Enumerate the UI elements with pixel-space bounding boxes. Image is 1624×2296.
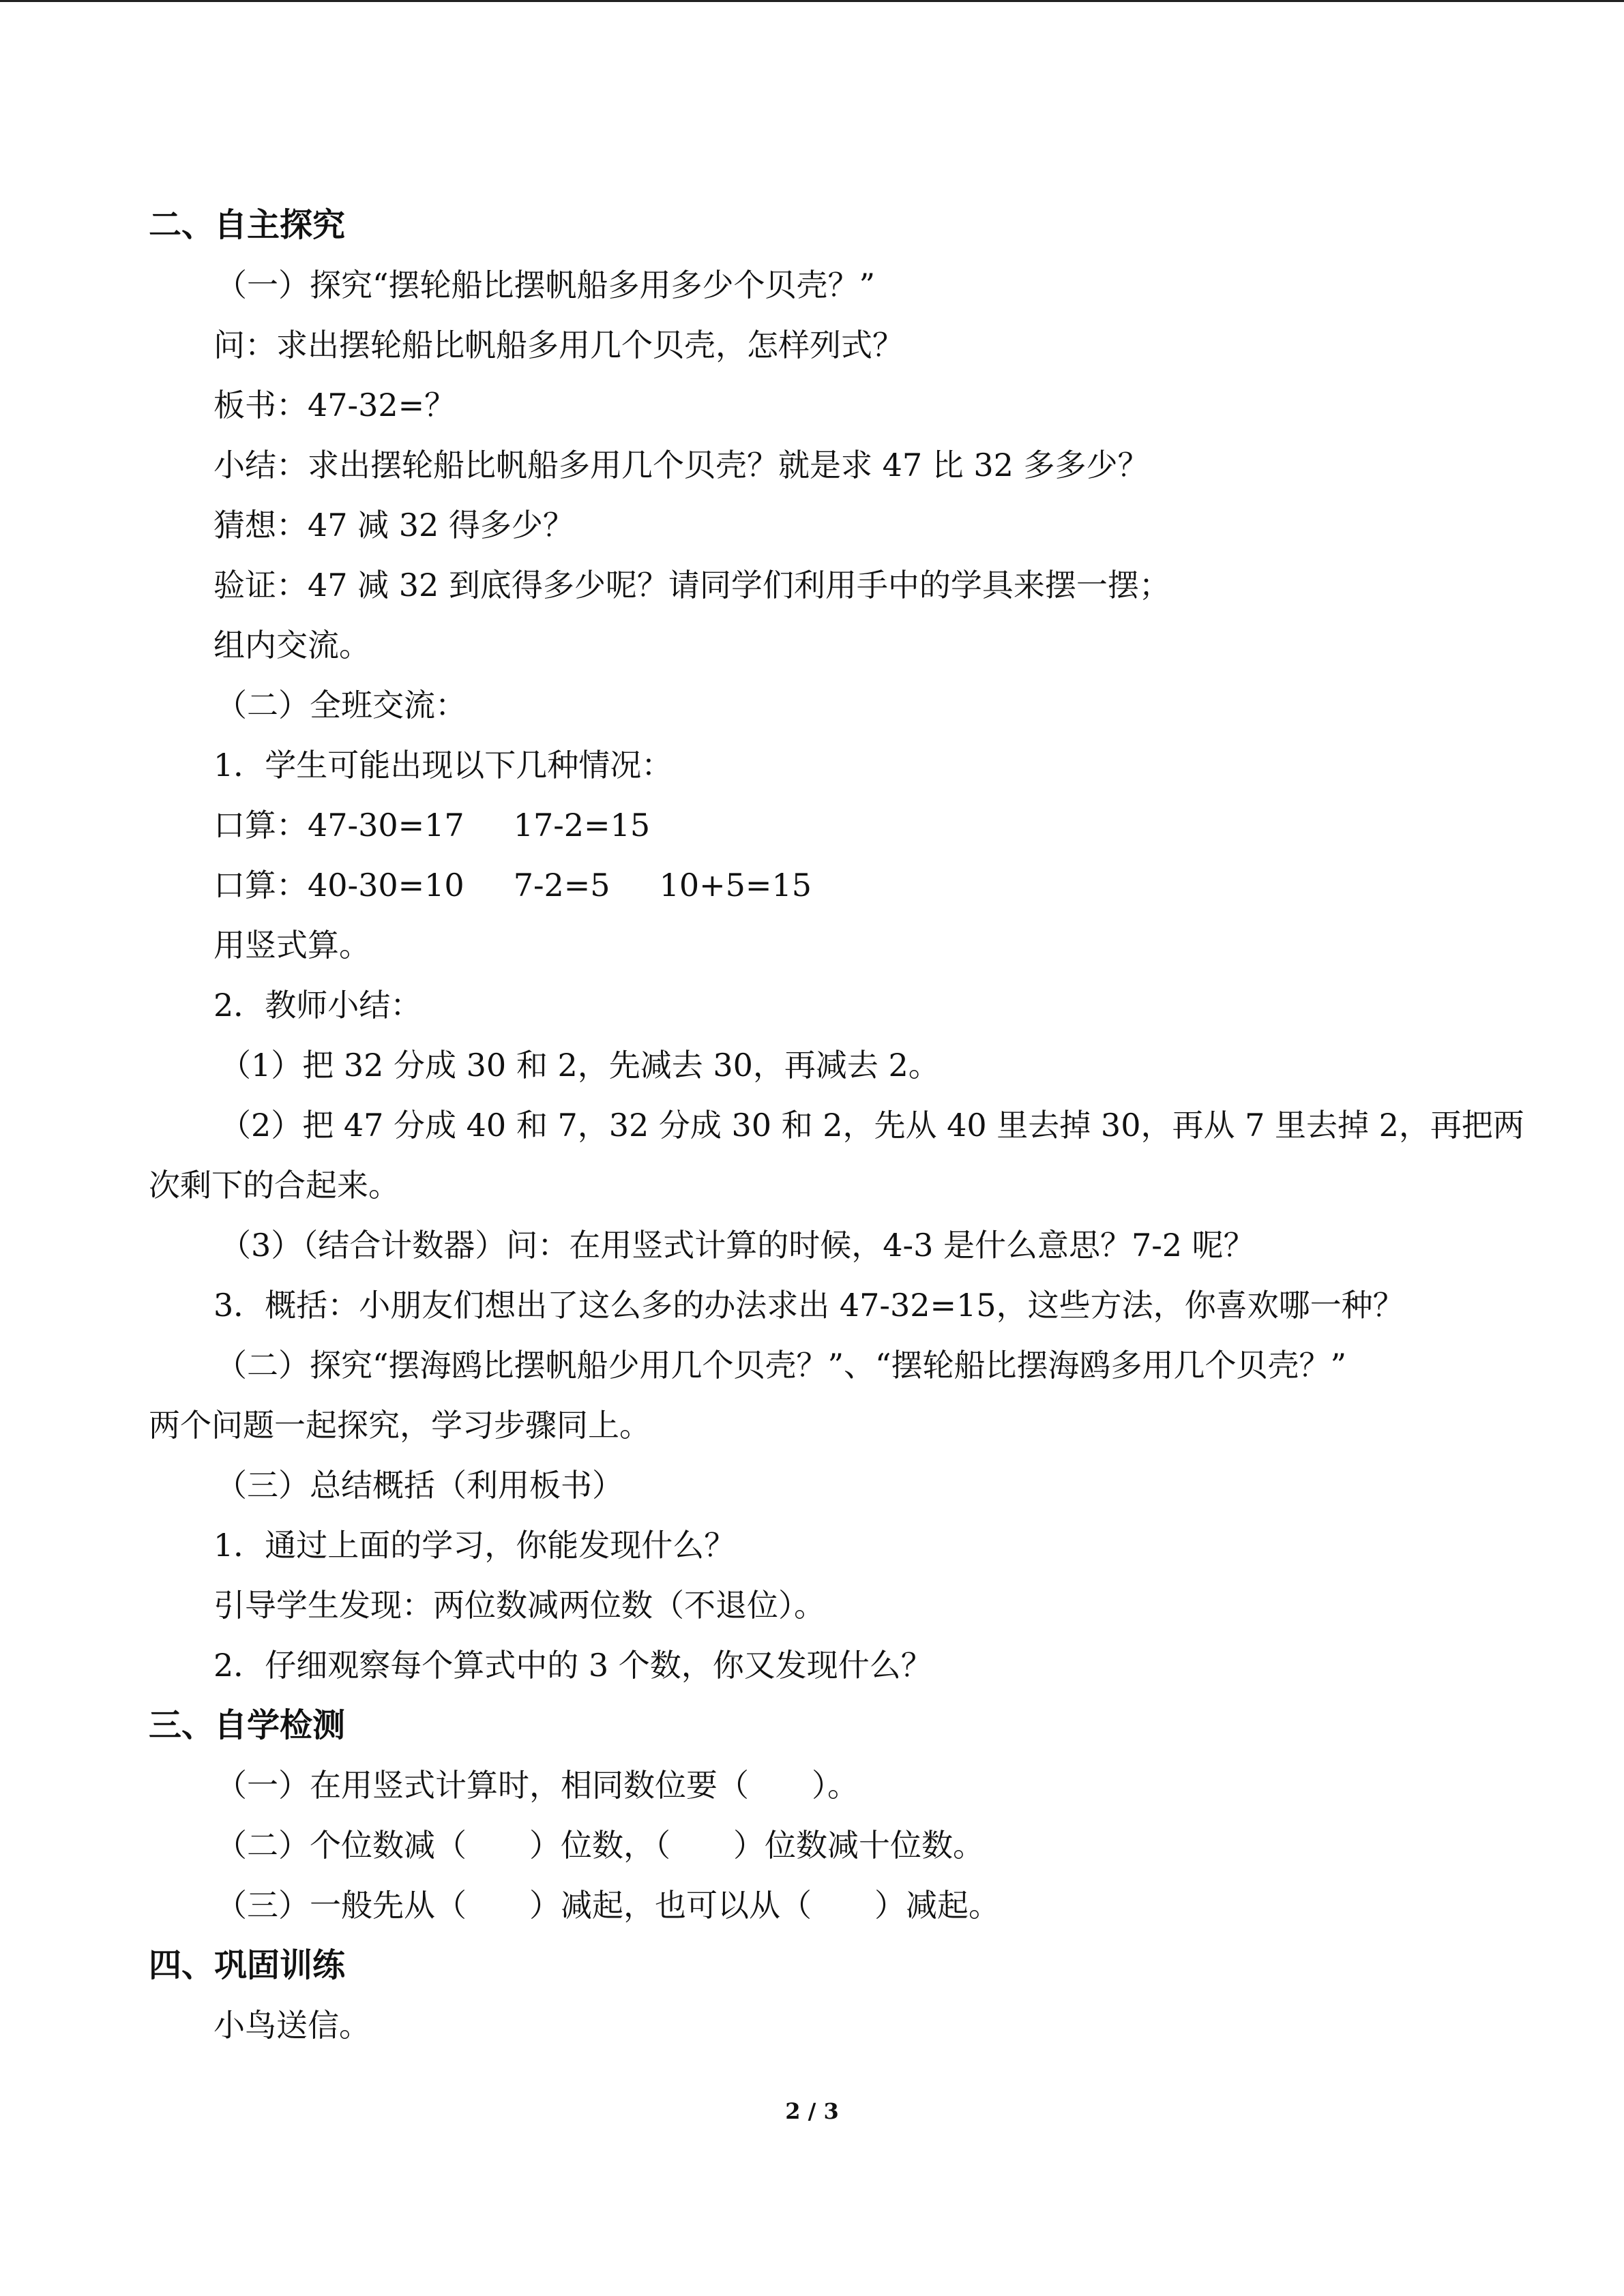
text-line: （一）探究“摆轮船比摆帆船多用多少个贝壳？” [216,267,876,303]
text-line: （二）个位数减（ ）位数，（ ）位数减十位数。 [216,1827,984,1864]
calc-line [213,805,650,846]
text-line: （2）把 47 分成 40 和 7，32 分成 30 和 2，先从 40 里去掉 30，再从 7 里去掉 2，再把两 [220,1107,1524,1144]
calc-item: 7-2=5 [513,867,610,904]
text-line: 2．教师小结： [213,987,422,1024]
calc-item: 17-2=15 [513,807,651,844]
calc-item: 10+5=15 [659,867,812,904]
text-line: （一）在用竖式计算时，相同数位要（ ）。 [216,1767,859,1804]
page-number: 2 / 3 [785,2098,839,2124]
text-line: 1．学生可能出现以下几种情况： [213,747,673,784]
text-line: 板书：47-32=？ [213,387,456,423]
section-heading-3: 三、自学检测 [149,1706,346,1744]
text-line: 用竖式算。 [213,927,370,964]
text-line: （二）探究“摆海鸥比摆帆船少用几个贝壳？”、“摆轮船比摆海鸥多用几个贝壳？” [216,1347,1347,1384]
calc-item: 口算：40-30=10 [213,867,464,904]
text-line: 验证：47 减 32 到底得多少呢？请同学们利用手中的学具来摆一摆； [213,567,1170,603]
text-line: 小结：求出摆轮船比帆船多用几个贝壳？就是求 47 比 32 多多少？ [213,447,1149,483]
calc-line [213,865,812,906]
text-line: 3．概括：小朋友们想出了这么多的办法求出 47-32=15，这些方法，你喜欢哪一种？ [213,1287,1404,1324]
text-line: 引导学生发现：两位数减两位数（不退位）。 [213,1587,825,1624]
text-line: （三）总结概括（利用板书） [216,1467,623,1504]
text-line: 猜想：47 减 32 得多少？ [213,507,574,543]
section-heading-2: 二、自主探究 [149,206,346,244]
calc-item: 口算：47-30=17 [213,807,464,844]
text-line: （3）（结合计数器）问：在用竖式计算的时候，4-3 是什么意思？7-2 呢？ [220,1227,1255,1264]
text-line: 问：求出摆轮船比帆船多用几个贝壳，怎样列式？ [213,327,904,363]
top-border [0,0,1624,2]
text-line: （三）一般先从（ ）减起，也可以从（ ）减起。 [216,1887,1000,1924]
section-heading-4: 四、巩固训练 [149,1946,346,1984]
text-line: 2．仔细观察每个算式中的 3 个数，你又发现什么？ [213,1647,932,1684]
text-line: 组内交流。 [213,627,370,664]
text-line: 次剩下的合起来。 [149,1167,400,1204]
text-line: 小鸟送信。 [213,2007,370,2044]
text-line: （二）全班交流： [216,687,467,724]
text-line: （1）把 32 分成 30 和 2，先减去 30，再减去 2。 [220,1047,940,1084]
text-line: 1．通过上面的学习，你能发现什么？ [213,1527,736,1564]
text-line: 两个问题一起探究，学习步骤同上。 [149,1407,651,1444]
